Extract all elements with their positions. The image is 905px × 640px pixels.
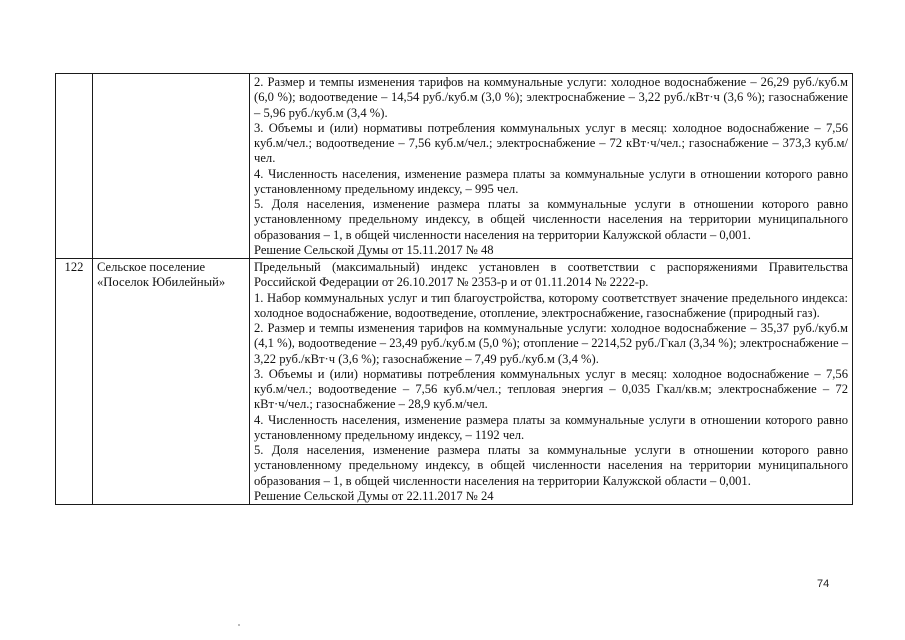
- row-number-cell: 122: [56, 259, 93, 505]
- description-paragraph: 3. Объемы и (или) нормативы потребления коммунальных услуг в месяц: холодное водоснабжение – 7,56 куб.м/чел.; водоотведение – 7,56 куб.м/чел.; электроснабжение – 72 кВт·ч/чел.; газоснабжение – 373,3 куб.м/чел.: [254, 120, 848, 166]
- page-number: 74: [817, 578, 830, 590]
- description-paragraph: 3. Объемы и (или) нормативы потребления коммунальных услуг в месяц: холодное водоснабжение – 7,56 куб.м/чел.; водоотведение – 7,56 куб.м/чел.; тепловая энергия – 0,035 Гкал/кв.м; электроснабжение – 72 кВт·ч/чел.; газоснабжение – 28,9 куб.м/чел.: [254, 366, 848, 412]
- description-paragraph: 4. Численность населения, изменение размера платы за коммунальные услуги в отношении которого равно установленному предельному индексу, – 1192 чел.: [254, 412, 848, 442]
- scan-artifact: [238, 624, 240, 626]
- description-paragraph: Решение Сельской Думы от 15.11.2017 № 48: [254, 242, 494, 257]
- table-row: [56, 259, 853, 505]
- index-description-cell: [250, 259, 853, 505]
- description-paragraph: 5. Доля населения, изменение размера платы за коммунальные услуги в отношении которого равно установленному предельному индексу, в общей численности населения на территории муниципального образования – 1, в общей численности населения на территории Калужской области – 0,001.: [254, 197, 848, 242]
- tariff-table: [55, 73, 853, 505]
- description-paragraph: 4. Численность населения, изменение размера платы за коммунальные услуги в отношении которого равно установленному предельному индексу, – 995 чел.: [254, 166, 848, 196]
- table-row: [56, 74, 853, 259]
- table-body: [56, 74, 853, 505]
- description-paragraph: Решение Сельской Думы от 22.11.2017 № 24: [254, 488, 494, 503]
- municipality-name-line: «Поселок Юбилейный»: [97, 275, 226, 290]
- municipality-name-line: Сельское поселение: [97, 260, 206, 274]
- index-description-cell: [250, 74, 853, 259]
- description-paragraph: 2. Размер и темпы изменения тарифов на коммунальные услуги: холодное водоснабжение – 26,29 руб./куб.м (6,0 %); водоотведение – 14,54 руб./куб.м (3,0 %); электроснабжение – 3,22 руб./кВт·ч (3,6 %); газоснабжение – 5,96 руб./куб.м (3,4 %).: [254, 75, 848, 120]
- description-paragraph: 5. Доля населения, изменение размера платы за коммунальные услуги в отношении которого равно установленному предельному индексу, в общей численности населения на территории муниципального образования – 1, в общей численности населения на территории Калужской области – 0,001.: [254, 443, 848, 488]
- description-paragraph: 1. Набор коммунальных услуг и тип благоустройства, которому соответствует значение предельного индекса: холодное водоснабжение, водоотведение, отопление, электроснабжение, газоснабжение (природный газ).: [254, 290, 848, 320]
- row-number-cell: [56, 74, 93, 259]
- description-paragraph: Предельный (максимальный) индекс установлен в соответствии с распоряжениями Правительства Российской Федерации от 26.10.2017 № 2353-р и от 01.11.2014 № 2222-р.: [254, 260, 848, 290]
- municipality-name-cell: [93, 74, 250, 259]
- description-paragraph: 2. Размер и темпы изменения тарифов на коммунальные услуги: холодное водоснабжение – 35,37 руб./куб.м (4,1 %), водоотведение – 23,49 руб./куб.м (5,0 %); отопление – 2214,52 руб./Гкал (3,34 %); электроснабжение – 3,22 руб./кВт·ч (3,6 %); газоснабжение – 7,49 руб./куб.м (3,4 %).: [254, 321, 848, 366]
- municipality-name-cell: [93, 259, 250, 505]
